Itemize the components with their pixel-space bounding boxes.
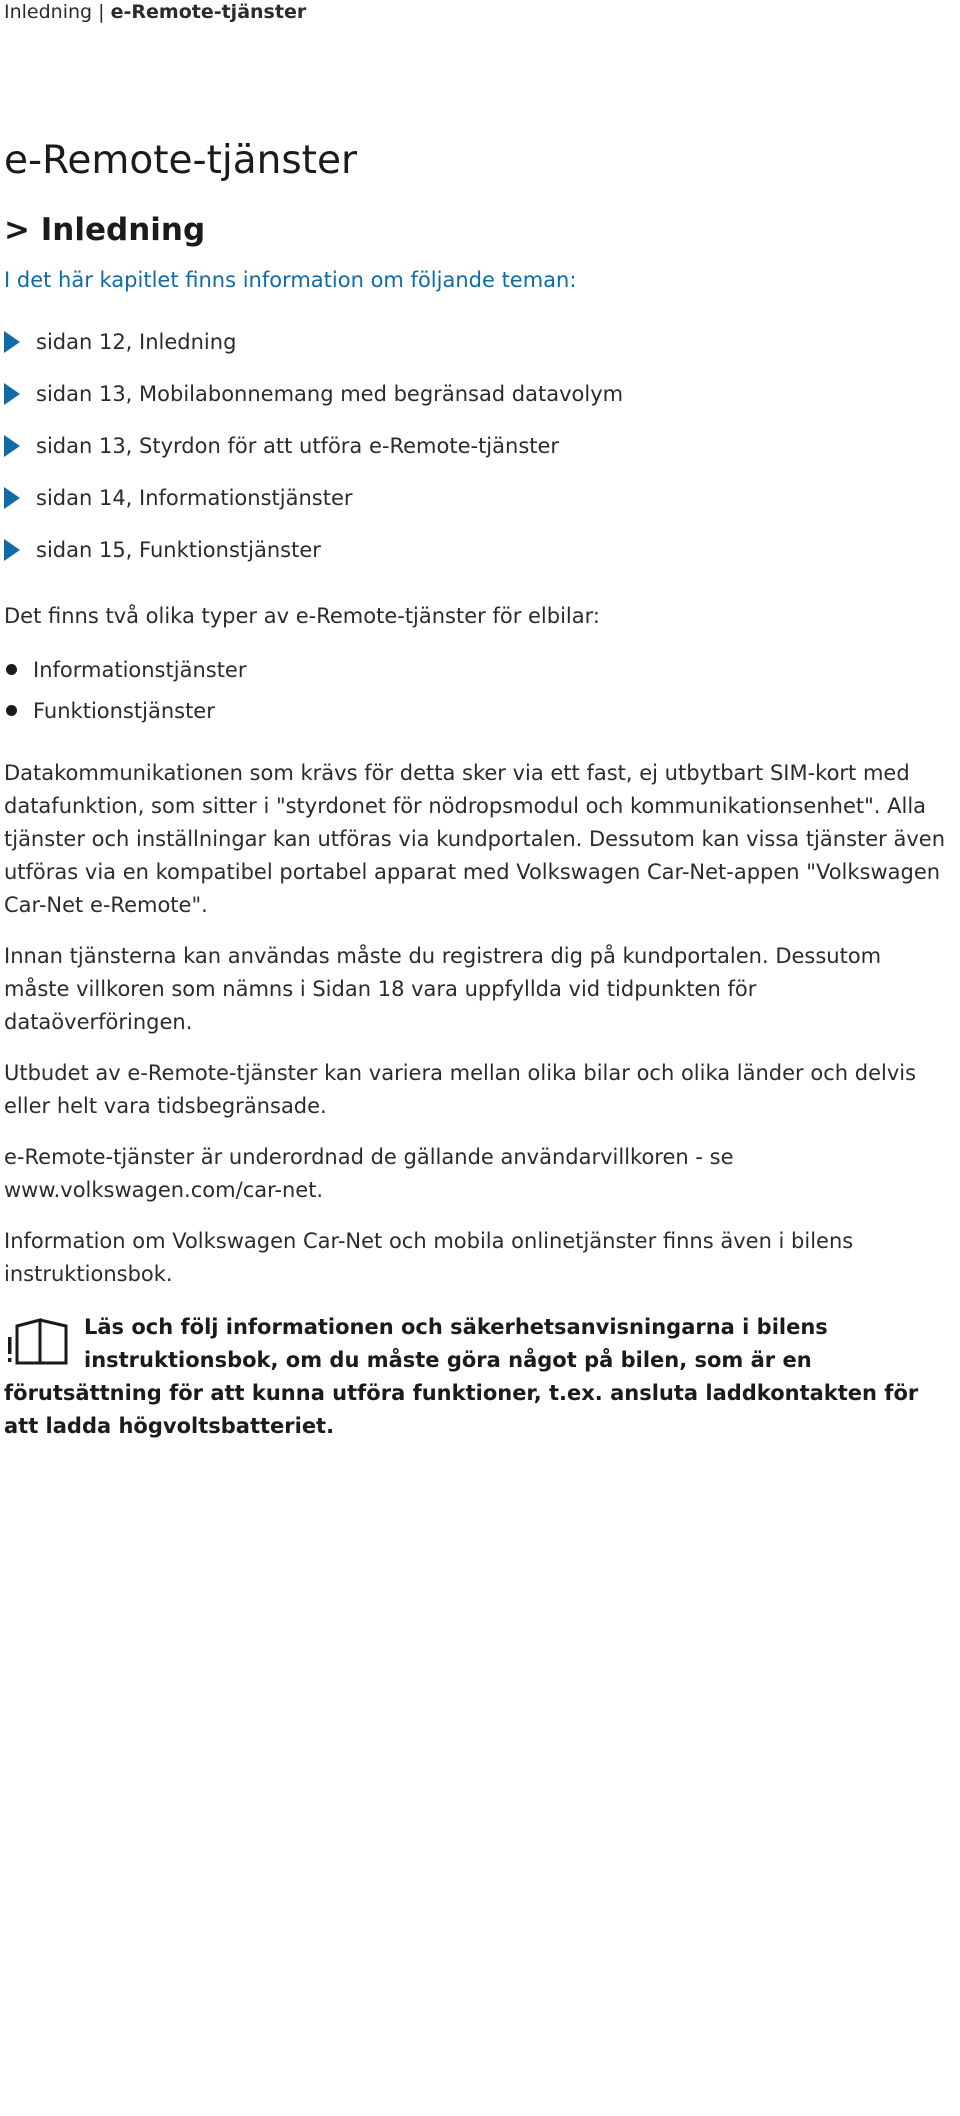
topic-link-label: sidan 13, Styrdon för att utföra e-Remote-tjänster xyxy=(36,434,560,458)
list-item-label: Informationstjänster xyxy=(33,657,247,682)
topic-link[interactable] xyxy=(4,524,950,576)
running-header xyxy=(4,0,306,24)
topic-link-label: sidan 15, Funktionstjänster xyxy=(36,538,321,562)
triangle-right-icon xyxy=(4,435,20,457)
bullet-icon xyxy=(6,664,17,675)
paragraph-terms: e-Remote-tjänster är underordnad de gällande användarvillkoren - se www.volkswagen.com/car-net. xyxy=(4,1145,734,1202)
paragraph-data-communication: Datakommunikationen som krävs för detta sker via ett fast, ej utbytbart SIM-kort med datafunktion, som sitter i "styrdonet för nödropsmodul och kommunikationsenhet". Alla tjänster och inställningar kan utföras via kundportalen. Dessutom kan vissa tjänster även utföras via en kompatibel portabel apparat med Volkswagen Car-Net-appen "Volkswagen Car-Net e-Remote". xyxy=(4,761,946,917)
header-separator: | xyxy=(98,1,105,23)
page-title: e-Remote-tjänster xyxy=(4,138,357,183)
topic-link[interactable] xyxy=(4,420,950,472)
topic-link-label: sidan 13, Mobilabonnemang med begränsad datavolym xyxy=(36,382,624,406)
topic-link[interactable] xyxy=(4,368,950,420)
bullet-icon xyxy=(6,705,17,716)
paragraph-registration: Innan tjänsterna kan användas måste du registrera dig på kundportalen. Dessutom måste villkoren som nämns i Sidan 18 vara uppfyllda vid tidpunkten för dataöverföringen. xyxy=(4,944,882,1034)
header-parent: Inledning xyxy=(4,1,93,23)
topic-link[interactable] xyxy=(4,472,950,524)
safety-notice xyxy=(4,1311,950,1443)
paragraph-manual: Information om Volkswagen Car-Net och mobila onlinetjänster finns även i bilens instruktionsbok. xyxy=(4,1229,854,1286)
triangle-right-icon xyxy=(4,383,20,405)
paragraph-availability: Utbudet av e-Remote-tjänster kan variera mellan olika bilar och olika länder och delvis eller helt vara tidsbegränsade. xyxy=(4,1061,917,1118)
topic-link-label: sidan 14, Informationstjänster xyxy=(36,486,353,510)
triangle-right-icon xyxy=(4,539,20,561)
triangle-right-icon xyxy=(4,331,20,353)
topic-list xyxy=(4,316,950,576)
warning-manual-icon xyxy=(4,1315,70,1367)
main-content xyxy=(4,136,950,1443)
types-intro: Det finns två olika typer av e-Remote-tjänster för elbilar: xyxy=(4,604,600,628)
service-types-list xyxy=(4,649,950,731)
safety-notice-text: Läs och följ informationen och säkerhetsanvisningarna i bilens instruktionsbok, om du måste göra något på bilen, som är en förutsättning för att kunna utföra funktioner, t.ex. ansluta laddkontakten för att ladda högvoltsbatteriet. xyxy=(4,1315,919,1438)
list-item xyxy=(4,649,950,690)
triangle-right-icon xyxy=(4,487,20,509)
list-item-label: Funktionstjänster xyxy=(33,698,215,723)
topic-link[interactable] xyxy=(4,316,950,368)
intro-text: I det här kapitlet finns information om följande teman: xyxy=(4,268,577,292)
list-item xyxy=(4,690,950,731)
topic-link-label: sidan 12, Inledning xyxy=(36,330,237,354)
header-current: e-Remote-tjänster xyxy=(110,1,307,23)
section-heading: > Inledning xyxy=(4,212,206,248)
